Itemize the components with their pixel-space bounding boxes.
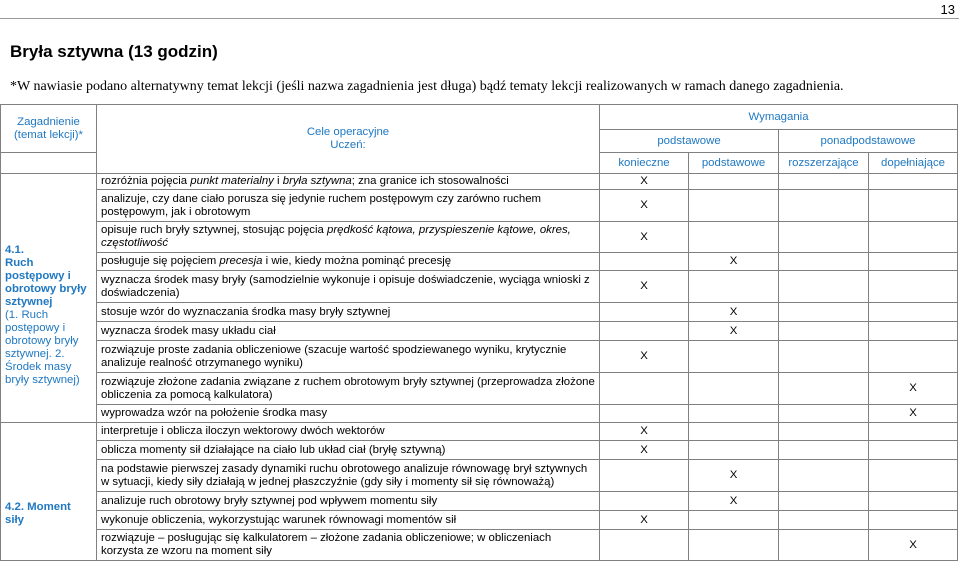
requirement-mark: X [909,382,917,394]
table-row [1,341,958,373]
level-cell-konieczne [600,492,689,511]
level-cell-podstawowe [689,322,779,341]
level-cell-podstawowe [689,303,779,322]
level-cell-podstawowe [689,174,779,190]
requirements-table [0,104,958,561]
level-cell-dopelniajace [869,530,958,561]
level-cell-podstawowe [689,222,779,253]
objective-cell [97,423,600,441]
objective-text: , [533,224,540,236]
objective-text: , [412,224,419,236]
requirement-mark: X [729,469,738,481]
level-cell-konieczne [600,405,689,423]
page-title: Bryła sztywna (13 godzin) [10,42,218,61]
requirement-mark: X [640,425,648,437]
level-cell-dopelniajace [869,222,958,253]
level-cell-podstawowe [689,530,779,561]
level-cell-rozszerzajace [779,303,869,322]
objective-text: wykonuje obliczenia, wykorzystując warunek równowagi momentów sił [101,513,457,526]
table-row [1,405,958,423]
requirements-table-body [1,174,958,561]
level-cell-dopelniajace [869,492,958,511]
topic-cell-4-1 [1,174,97,423]
objective-text: analizuje, czy dane ciało porusza się jedynie ruchem postępowym czy zarówno ruchem postępowym, jak i obrotowym [101,192,542,218]
topic-title: Ruch postępowy i obrotowy bryły sztywnej [5,257,87,308]
requirement-mark: X [640,199,648,211]
requirement-mark: X [640,513,648,526]
objective-text: ; zna granice ich stosowalności [351,175,509,187]
objective-text: interpretuje i oblicza iloczyn wektorowy dwóch wektorów [101,425,385,437]
table-row [1,441,958,460]
objective-cell [97,530,600,561]
table-row [1,460,958,492]
col-header-zagadnienie-line2: (temat lekcji)* [14,128,83,141]
level-cell-dopelniajace [869,441,958,460]
level-cell-konieczne [600,441,689,460]
objective-cell [97,405,600,423]
requirement-mark: X [640,280,648,292]
header-divider [0,18,959,19]
level-cell-konieczne [600,253,689,271]
level-cell-podstawowe [689,253,779,271]
requirement-mark: X [909,407,917,419]
level-cell-podstawowe [689,460,779,492]
level-cell-rozszerzajace [779,460,869,492]
objective-text: opisuje ruch bryły sztywnej, stosując pojęcia [101,224,328,236]
objective-text: i [273,175,283,187]
objective-text: posługuje się pojęciem [101,255,220,267]
objective-cell [97,253,600,271]
level-cell-konieczne [600,303,689,322]
objective-text: rozwiązuje proste zadania obliczeniowe (szacuje wartość spodziewanego wyniku, krytycznie analizuje realność otrzymanego wyniku) [101,343,567,369]
col-header-wymagania: Wymagania [600,105,958,130]
level-cell-podstawowe [689,190,779,222]
level-cell-rozszerzajace [779,373,869,405]
level-cell-dopelniajace [869,322,958,341]
level-header-dopelniajace: dopełniające [869,153,958,174]
objective-text: przyspieszenie kątowe [418,224,534,236]
page-number: 13 [940,2,955,17]
table-row [1,423,958,441]
table-row [1,322,958,341]
objective-cell [97,373,600,405]
topic-subtitle: (1. Ruch postępowy i obrotowy bryły sztywnej. 2. Środek masy bryły sztywnej) [5,309,80,386]
level-cell-rozszerzajace [779,174,869,190]
objective-text: precesja [219,255,263,267]
objective-cell [97,341,600,373]
level-cell-dopelniajace [869,253,958,271]
level-cell-konieczne [600,423,689,441]
footnote-text: *W nawiasie podano alternatywny temat lekcji (jeśli nazwa zagadnienia jest długa) bądź tematy lekcji realizowanych w ramach danego zagadnienia. [10,79,844,94]
level-cell-dopelniajace [869,511,958,530]
table-row [1,492,958,511]
objective-text: rozwiązuje – posługując się kalkulatorem – złożone zadania obliczeniowe; w obliczeniach korzysta ze wzoru na moment siły [101,532,552,557]
level-cell-konieczne [600,322,689,341]
objective-text: rozróżnia pojęcia [101,175,191,187]
level-header-rozszerzajace: rozszerzające [779,153,869,174]
level-cell-podstawowe [689,511,779,530]
level-cell-konieczne [600,460,689,492]
requirement-mark: X [729,305,738,318]
objective-text: rozwiązuje złożone zadania związane z ruchem obrotowym bryły sztywnej (przeprowadza złożone obliczenia za pomocą kalkulatora) [101,375,595,401]
col-header-cele-line2: Uczeń: [330,139,366,151]
topic-number: 4.1. [5,244,24,256]
level-cell-rozszerzajace [779,190,869,222]
objective-text: wyznacza środek masy bryły (samodzielnie wykonuje i opisuje doświadczenie, wyciąga wnioski z doświadczenia) [101,273,590,299]
table-row [1,303,958,322]
objective-text: , [567,224,571,236]
requirement-mark: X [729,324,738,337]
objective-cell [97,441,600,460]
objective-cell [97,303,600,322]
requirement-mark: X [909,538,917,551]
level-cell-rozszerzajace [779,511,869,530]
objective-text: na podstawie pierwszej zasady dynamiki ruchu obrotowego analizuje równowagę brył sztywnych w sytuacji, kiedy siły działają w jednej płaszczyźnie (gdy siły i momenty sił się równoważą) [101,462,588,488]
col-header-zagadnienie [1,105,97,153]
topic-title: 4.2. Moment siły [5,501,71,526]
objective-cell [97,492,600,511]
level-cell-dopelniajace [869,341,958,373]
col-header-cele [97,105,600,174]
level-cell-dopelniajace [869,460,958,492]
level-cell-konieczne [600,174,689,190]
table-row [1,190,958,222]
col-header-zagadnienie-spacer [1,153,97,174]
level-cell-konieczne [600,271,689,303]
level-cell-dopelniajace [869,174,958,190]
objective-text: prędkość kątowa [327,224,413,236]
objective-cell [97,190,600,222]
level-cell-podstawowe [689,373,779,405]
level-cell-konieczne [600,190,689,222]
level-cell-konieczne [600,373,689,405]
col-header-cele-line1: Cele operacyjne [306,126,390,138]
requirement-mark: X [640,350,648,362]
objective-cell [97,174,600,190]
objective-text: analizuje ruch obrotowy bryły sztywnej pod wpływem momentu siły [101,494,438,507]
requirement-mark: X [640,443,648,456]
level-cell-podstawowe [689,405,779,423]
objective-text: punkt materialny [190,175,274,187]
requirement-mark: X [640,230,648,243]
level-cell-dopelniajace [869,405,958,423]
level-cell-rozszerzajace [779,322,869,341]
level-header-podstawowe: podstawowe [689,153,779,174]
col-header-zagadnienie-line1: Zagadnienie [17,115,80,128]
level-cell-rozszerzajace [779,530,869,561]
group-header-ponadpodstawowe: ponadpodstawowe [779,130,958,153]
level-cell-dopelniajace [869,303,958,322]
requirement-mark: X [729,494,738,507]
objective-text: częstotliwość [101,237,169,249]
objective-text: oblicza momenty sił działające na ciało lub układ ciał (bryłę sztywną) [101,443,446,456]
level-cell-rozszerzajace [779,253,869,271]
level-cell-konieczne [600,530,689,561]
level-cell-podstawowe [689,271,779,303]
level-cell-podstawowe [689,492,779,511]
level-cell-rozszerzajace [779,341,869,373]
level-cell-rozszerzajace [779,492,869,511]
topic-cell-4-2 [1,423,97,561]
objective-cell [97,322,600,341]
objective-cell [97,511,600,530]
level-cell-rozszerzajace [779,405,869,423]
level-cell-rozszerzajace [779,271,869,303]
objective-text: bryła sztywna [282,175,352,187]
level-cell-dopelniajace [869,423,958,441]
objective-cell [97,271,600,303]
table-row [1,222,958,253]
table-row [1,530,958,561]
table-row [1,253,958,271]
level-cell-dopelniajace [869,190,958,222]
objective-text: i wie, kiedy można pominąć precesję [262,255,452,267]
level-cell-rozszerzajace [779,441,869,460]
table-row [1,373,958,405]
table-row [1,271,958,303]
level-header-konieczne: konieczne [600,153,689,174]
objective-text: stosuje wzór do wyznaczania środka masy bryły sztywnej [101,305,391,318]
level-cell-konieczne [600,222,689,253]
level-cell-dopelniajace [869,271,958,303]
table-row [1,511,958,530]
level-cell-dopelniajace [869,373,958,405]
objective-text: wyznacza środek masy układu ciał [101,324,276,337]
requirement-mark: X [729,255,738,267]
table-row [1,174,958,190]
level-cell-rozszerzajace [779,423,869,441]
objective-cell [97,460,600,492]
objective-text: wyprowadza wzór na położenie środka masy [101,407,328,419]
level-cell-rozszerzajace [779,222,869,253]
group-header-podstawowe: podstawowe [600,130,779,153]
level-cell-konieczne [600,341,689,373]
level-cell-konieczne [600,511,689,530]
level-cell-podstawowe [689,441,779,460]
level-cell-podstawowe [689,423,779,441]
level-cell-podstawowe [689,341,779,373]
objective-cell [97,222,600,253]
requirement-mark: X [640,175,648,187]
objective-text: okres [539,224,568,236]
